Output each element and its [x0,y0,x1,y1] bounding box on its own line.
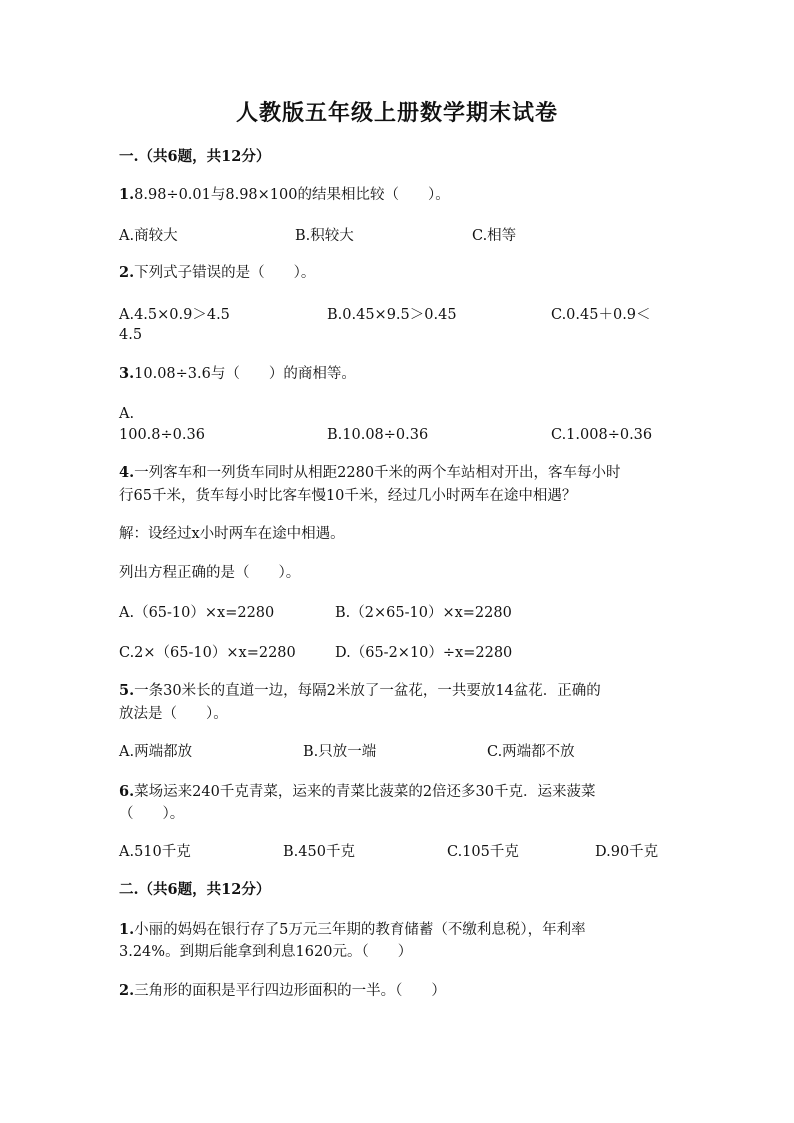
question-text: 三角形的面积是平行四边形面积的一半。（ ） [134,983,446,999]
option-a: A.商较大 [119,228,178,244]
question-text: 10.08÷3.6与（ ）的商相等。 [134,366,356,382]
question-2-2 [119,980,679,1002]
option-b: B.0.45×9.5＞0.45 [327,307,457,323]
question-number: 1. [119,921,135,938]
prompt-text: 列出方程正确的是（ ）。 [119,565,301,581]
question-text-line1: 一条30米长的直道一边，每隔2米放了一盆花，一共要放14盆花．正确的 [134,683,601,699]
question-text-line2: 行65千米，货车每小时比客车慢10千米，经过几小时两车在途中相遇？ [119,488,577,504]
question-number: 2. [119,982,135,999]
option-b: B.10.08÷0.36 [327,427,429,443]
question-number: 2. [119,264,135,281]
question-1-1 [119,184,679,206]
option-b: B.只放一端 [303,744,377,760]
section-heading-2: 二.（共6题，共12分） [119,881,271,898]
section-heading-1: 一.（共6题，共12分） [119,148,271,165]
option-c-continued: 4.5 [119,327,143,343]
option-c: C.105千克 [447,844,519,860]
question-text: 8.98÷0.01与8.98×100的结果相比较（ ）。 [134,187,450,203]
option-b: B.450千克 [283,844,355,860]
option-b: B.积较大 [295,228,354,244]
question-2-1 [119,919,679,941]
question-text-line1: 小丽的妈妈在银行存了5万元三年期的教育储蓄（不缴利息税），年利率 [134,922,586,938]
option-a: A.两端都放 [119,744,193,760]
question-text-line2: 放法是（ ）。 [119,706,228,722]
question-text-line1: 菜场运来240千克青菜，运来的青菜比菠菜的2倍还多30千克．运来菠菜 [134,784,596,800]
question-text-line2: 3.24%。到期后能拿到利息1620元。（ ） [119,944,413,960]
question-1-2 [119,262,679,284]
question-number: 3. [119,365,135,382]
option-d: D.（65-2×10）÷x=2280 [335,645,513,661]
option-c: C.1.008÷0.36 [551,427,653,443]
question-text-line2: （ ）。 [119,806,185,822]
question-number: 4. [119,464,135,481]
question-1-4 [119,462,679,484]
question-1-5 [119,680,679,702]
question-number: 5. [119,682,135,699]
question-number: 1. [119,186,135,203]
question-text: 下列式子错误的是（ ）。 [134,265,316,281]
option-c: C.2×（65-10）×x=2280 [119,645,296,661]
option-a: A.510千克 [119,844,191,860]
option-a: 100.8÷0.36 [119,427,205,443]
question-1-6 [119,781,679,803]
solution-text: 解：设经过x小时两车在途中相遇。 [119,526,345,542]
question-1-3 [119,363,679,385]
question-text-line1: 一列客车和一列货车同时从相距2280千米的两个车站相对开出，客车每小时 [134,465,621,481]
option-c: C.0.45＋0.9＜ [551,307,651,323]
question-number: 6. [119,783,135,800]
option-a-label: A. [119,406,135,422]
option-a: A.4.5×0.9＞4.5 [119,307,230,323]
option-d: D.90千克 [595,844,659,860]
option-c: C.相等 [472,228,517,244]
page-title: 人教版五年级上册数学期末试卷 [235,100,558,126]
option-c: C.两端都不放 [487,744,575,760]
option-a: A.（65-10）×x=2280 [119,605,275,621]
option-b: B.（2×65-10）×x=2280 [335,605,512,621]
